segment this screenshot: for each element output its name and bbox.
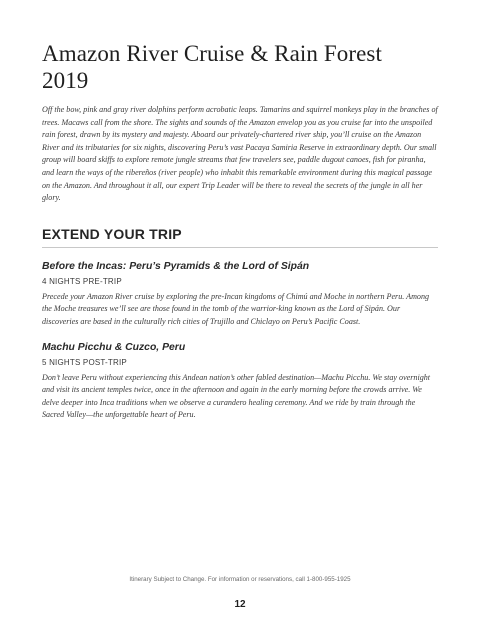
trip-duration: 5 NIGHTS POST-TRIP xyxy=(42,357,127,367)
trip-post xyxy=(42,341,438,422)
extend-trip-heading: EXTEND YOUR TRIP xyxy=(42,225,438,248)
intro-paragraph: Off the bow, pink and gray river dolphins perform acrobatic leaps. Tamarins and squirrel monkeys play in the branches of trees. Macaws call from the shore. The sights and sounds of the Amazon envelop you as you cruise far into the unspoiled rain forest, drawn by its mystery and majesty. Aboard our privately-chartered river ship, you’ll cruise on the Amazon River and its tributaries for six nights, discovering Peru’s vast Pacaya Samiria Reserve in extraordinary depth. Our small group will board skiffs to explore remote jungle streams that few travelers see, paddle dugout canoes, fish for piranha, and learn the ways of the ribereños (river people) who inhabit this remarkable environment during this magical passage on the Amazon. And throughout it all, our expert Trip Leader will be there to reveal the secrets of the jungle in all her glory. xyxy=(42,105,438,203)
trip-description: Precede your Amazon River cruise by exploring the pre-Incan kingdoms of Chimú and Moche in northern Peru. Among the Moche treasures we’ll see are those found in the tomb of the warrior-king known as the Lord of Sipán. Our discoveries are based in the culturally rich cities of Trujillo and Chiclayo on Peru’s Pacific Coast. xyxy=(42,291,430,326)
trip-title: Machu Picchu & Cuzco, Peru xyxy=(42,341,186,353)
trip-duration: 4 NIGHTS PRE-TRIP xyxy=(42,276,122,286)
page-title-line-1: Amazon River Cruise & Rain Forest xyxy=(42,41,382,66)
trip-description: Don’t leave Peru without experiencing this Andean nation’s other fabled destination—Machu Picchu. We stay overnight and visit its ancient temples twice, once in the afternoon and again in the early morning before the crowds arrive. We delve deeper into Inca traditions when we observe a curandero healing ceremony. And we ride by train through the Sacred Valley—the unforgettable heart of Peru. xyxy=(42,372,431,420)
trip-pre xyxy=(42,260,438,329)
page-title xyxy=(42,40,438,94)
trip-title: Before the Incas: Peru’s Pyramids & the Lord of Sipán xyxy=(42,260,310,272)
page-number: 12 xyxy=(234,599,246,610)
footer-note: Itinerary Subject to Change. For information or reservations, call 1-800-955-1925 xyxy=(129,576,351,583)
page-title-line-2: 2019 xyxy=(42,68,89,93)
page-content xyxy=(42,40,438,422)
